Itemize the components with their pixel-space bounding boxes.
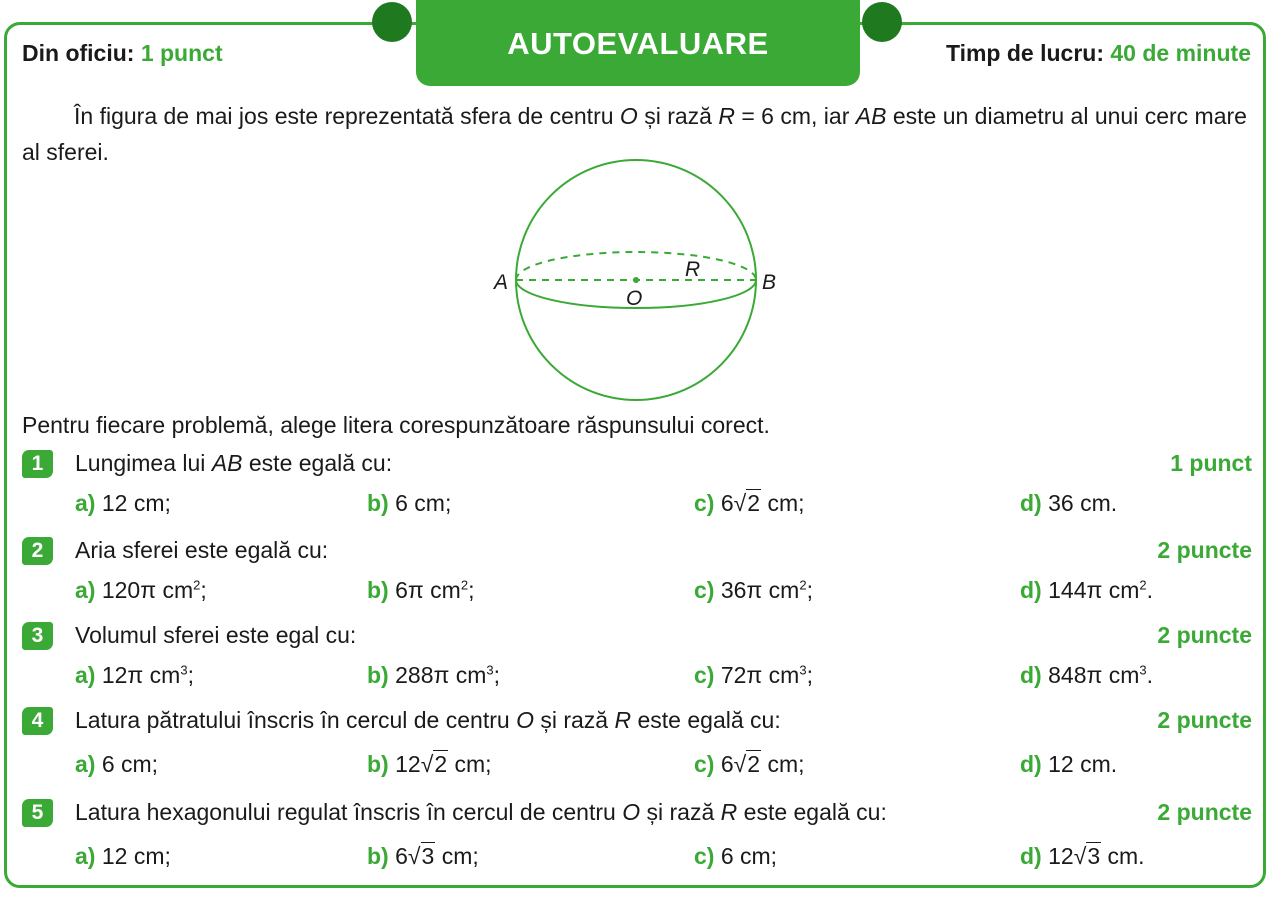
sqrt-symbol: √3 bbox=[407, 843, 435, 869]
question-number: 3 bbox=[22, 622, 53, 650]
center-point bbox=[633, 277, 639, 283]
label-a: A bbox=[494, 271, 509, 294]
option-a[interactable]: a) 12π $cm^3$; bbox=[75, 662, 194, 688]
equator-back bbox=[516, 252, 756, 280]
question-text: Lungimea lui AB este egală cu: bbox=[75, 450, 393, 476]
option-a[interactable]: a) 12 cm; bbox=[75, 490, 171, 516]
option-d[interactable]: d) 848π $cm^3$. bbox=[1020, 662, 1154, 688]
option-c[interactable]: c) 72π $cm^3$; bbox=[694, 662, 813, 688]
question-number: 4 bbox=[22, 707, 53, 735]
label-o: O bbox=[626, 287, 643, 310]
option-d[interactable]: d) 36 cm. bbox=[1020, 490, 1118, 516]
sqrt-symbol: √2 bbox=[733, 490, 761, 516]
option-b[interactable]: b) 288π $cm^3$; bbox=[367, 662, 501, 688]
label-b: B bbox=[762, 271, 777, 294]
question-points: 2 puncte bbox=[1157, 799, 1252, 825]
option-b[interactable]: b) 6√3 cm; bbox=[367, 843, 479, 869]
option-b[interactable]: b) 6 cm; bbox=[367, 490, 452, 516]
question-points: 1 punct bbox=[1170, 450, 1252, 476]
question-number: 5 bbox=[22, 799, 53, 827]
tab-right-bump bbox=[862, 2, 902, 42]
tab-left-bump bbox=[372, 2, 412, 42]
option-d[interactable]: d) 12√3 cm. bbox=[1020, 843, 1145, 869]
option-c[interactable]: c) 6√2 cm; bbox=[694, 490, 805, 516]
option-b[interactable]: b) 6π $cm^2$; bbox=[367, 577, 475, 603]
option-b[interactable]: b) 12√2 cm; bbox=[367, 751, 492, 777]
sphere-figure bbox=[480, 158, 800, 408]
label-r: R bbox=[685, 258, 701, 281]
option-c[interactable]: c) 6√2 cm; bbox=[694, 751, 805, 777]
sqrt-symbol: √2 bbox=[420, 751, 448, 777]
option-d[interactable]: d) 144π $cm^2$. bbox=[1020, 577, 1154, 603]
problem-statement: În figura de mai jos este reprezentată sfera de centru O și rază R = 6 cm, iar AB este un diametru al unui cerc mare al sferei. bbox=[22, 103, 1247, 165]
timp-de-lucru: Timp de lucru: 40 de minute bbox=[945, 40, 1251, 66]
question-text: Latura pătratului înscris în cercul de centru O și rază R este egală cu: bbox=[75, 707, 781, 733]
question-text: Latura hexagonului regulat înscris în cercul de centru O și rază R este egală cu: bbox=[75, 799, 887, 825]
question-number: 1 bbox=[22, 450, 53, 478]
option-a[interactable]: a) 120π $cm^2$; bbox=[75, 577, 207, 603]
instruction: Pentru fiecare problemă, alege litera corespunzătoare răspunsului corect. bbox=[22, 412, 770, 438]
question-text: Aria sferei este egală cu: bbox=[75, 537, 329, 563]
page-title: AUTOEVALUARE bbox=[416, 0, 860, 86]
option-c[interactable]: c) 36π $cm^2$; bbox=[694, 577, 813, 603]
option-a[interactable]: a) 12 cm; bbox=[75, 843, 171, 869]
din-oficiu: Din oficiu: 1 punct bbox=[22, 40, 223, 66]
sqrt-symbol: √2 bbox=[733, 751, 761, 777]
question-text: Volumul sferei este egal cu: bbox=[75, 622, 357, 648]
option-d[interactable]: d) 12 cm. bbox=[1020, 751, 1118, 777]
option-a[interactable]: a) 6 cm; bbox=[75, 751, 159, 777]
question-points: 2 puncte bbox=[1157, 537, 1252, 563]
question-number: 2 bbox=[22, 537, 53, 565]
question-points: 2 puncte bbox=[1157, 707, 1252, 733]
sqrt-symbol: √3 bbox=[1073, 843, 1101, 869]
question-points: 2 puncte bbox=[1157, 622, 1252, 648]
option-c[interactable]: c) 6 cm; bbox=[694, 843, 778, 869]
